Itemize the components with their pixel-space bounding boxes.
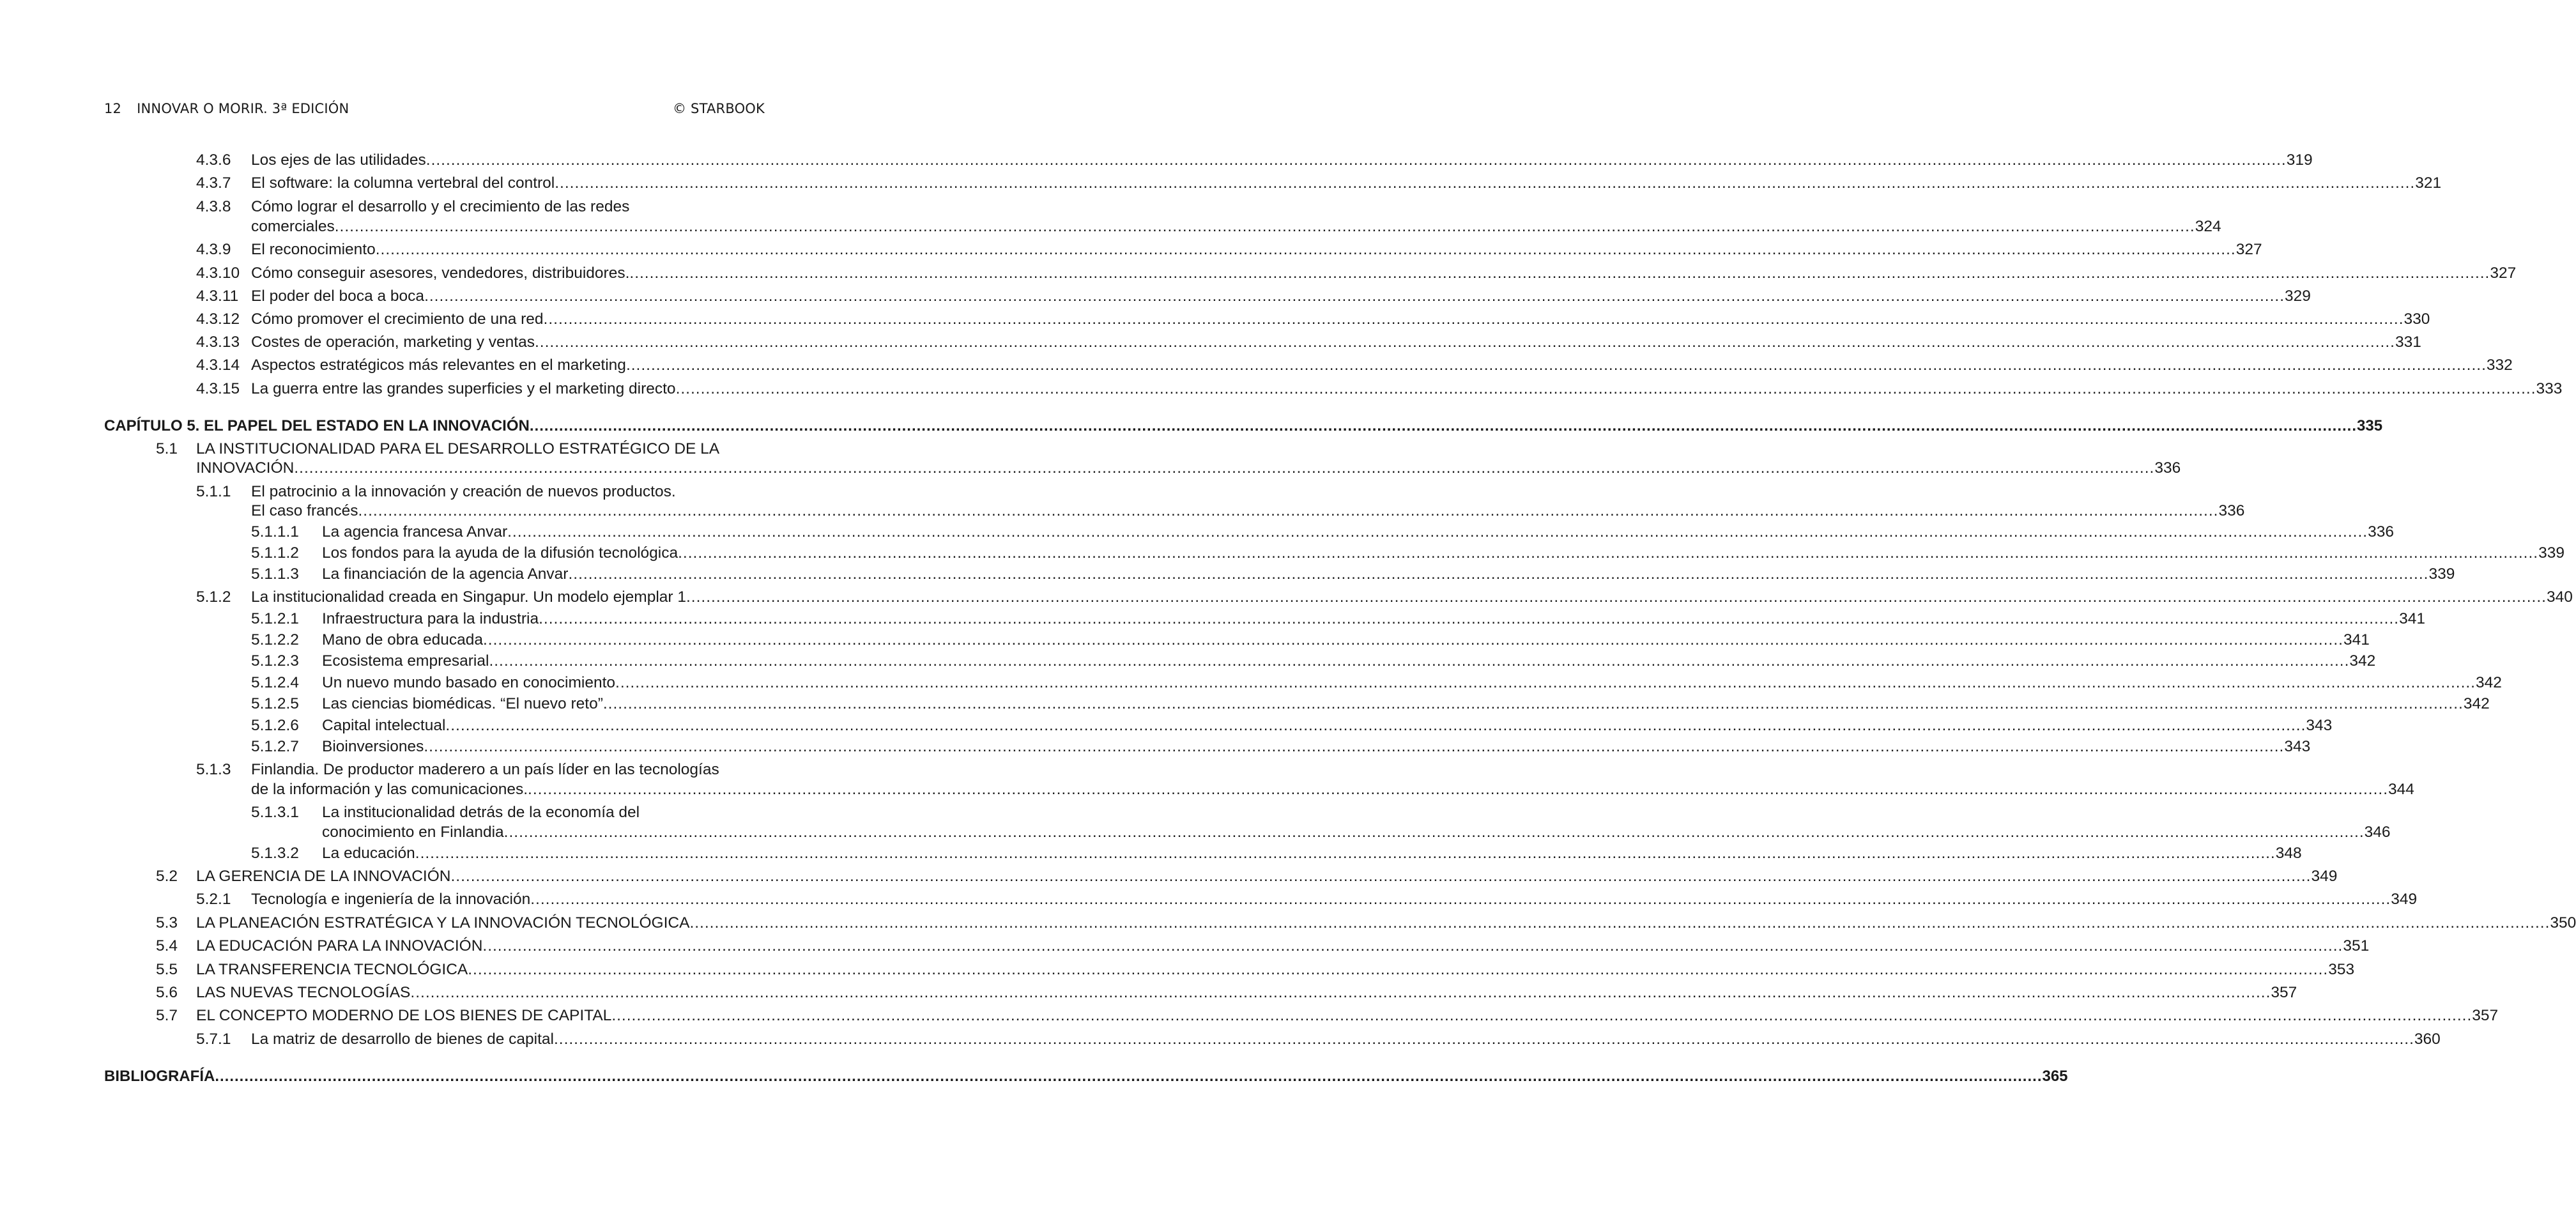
toc-title-line1: Cómo lograr el desarrollo y el crecimiento de las redes — [251, 198, 630, 215]
toc-page: 336 — [2218, 502, 2245, 519]
toc-title: Ecosistema empresarial — [322, 652, 489, 670]
toc-entry[interactable] — [196, 937, 2370, 956]
toc-entry[interactable] — [196, 459, 2181, 478]
toc-page: 357 — [2472, 1007, 2499, 1024]
toc-title-line1: LA INSTITUCIONALIDAD PARA EL DESARROLLO ESTRATÉGICO DE LA — [196, 440, 720, 457]
toc-entry[interactable] — [251, 264, 2517, 283]
toc-title: La institucionalidad creada en Singapur. Un modelo ejemplar 1 — [251, 588, 686, 606]
toc-entry[interactable] — [322, 631, 2370, 650]
publisher-label: © STARBOOK — [672, 101, 765, 116]
toc-number: 4.3.7 — [196, 174, 231, 192]
toc-title: BIBLIOGRAFÍA — [104, 1068, 215, 1085]
toc-entry[interactable] — [251, 333, 2421, 352]
toc-title: El software: la columna vertebral del control — [251, 174, 555, 192]
toc-title: LAS NUEVAS TECNOLOGÍAS — [196, 984, 411, 1001]
toc-entry[interactable] — [196, 867, 2338, 886]
toc-page: 342 — [2475, 674, 2502, 691]
toc-title: La educación — [322, 845, 415, 862]
toc-page: 341 — [2399, 610, 2425, 627]
toc-title: comerciales — [251, 218, 335, 235]
toc-page: 342 — [2463, 695, 2490, 712]
toc-entry[interactable] — [322, 823, 2391, 842]
toc-number: 4.3.6 — [196, 151, 231, 169]
toc-entry[interactable] — [322, 694, 2490, 714]
toc-entry[interactable] — [251, 240, 2262, 259]
toc-title: LA TRANSFERENCIA TECNOLÓGICA — [196, 961, 468, 978]
toc-title: La guerra entre las grandes superficies y el marketing directo — [251, 380, 676, 397]
toc-page: 343 — [2284, 738, 2311, 755]
toc-page: 360 — [2414, 1031, 2441, 1048]
toc-page: 348 — [2275, 845, 2302, 862]
toc-page: 321 — [2415, 174, 2442, 192]
toc-number: 4.3.15 — [196, 380, 240, 397]
toc-page: 357 — [2271, 984, 2297, 1001]
toc-title-line1: La institucionalidad detrás de la economía del — [322, 804, 640, 821]
book-title: INNOVAR O MORIR. 3ª EDICIÓN — [137, 101, 349, 116]
toc-page: 335 — [2357, 417, 2383, 434]
toc-title: La matriz de desarrollo de bienes de capital — [251, 1031, 554, 1048]
toc-entry[interactable] — [322, 673, 2502, 693]
toc-title: EL CONCEPTO MODERNO DE LOS BIENES DE CAPITAL — [196, 1007, 612, 1024]
toc-entry[interactable] — [251, 780, 2414, 799]
toc-chapter-entry[interactable] — [104, 417, 2383, 436]
toc-page: 341 — [2343, 631, 2370, 648]
toc-entry[interactable] — [251, 380, 2563, 399]
toc-page: 344 — [2388, 781, 2414, 798]
toc-number: 5.1.2.2 — [251, 631, 299, 648]
toc-number: 5.7.1 — [196, 1031, 231, 1048]
toc-page: 353 — [2328, 961, 2355, 978]
toc-number: 5.1.3.2 — [251, 845, 299, 862]
toc-title: Cómo conseguir asesores, vendedores, distribuidores. — [251, 265, 630, 282]
toc-entry[interactable] — [251, 287, 2311, 306]
toc-title: Los fondos para la ayuda de la difusión tecnológica — [322, 544, 678, 562]
toc-number: 5.1.2.4 — [251, 674, 299, 691]
toc-title: Un nuevo mundo basado en conocimiento — [322, 674, 616, 691]
toc-entry[interactable] — [196, 1006, 2499, 1025]
toc-page: 343 — [2306, 717, 2333, 734]
toc-entry[interactable] — [322, 544, 2564, 563]
toc-entry[interactable] — [251, 151, 2313, 170]
toc-title: El poder del boca a boca — [251, 288, 425, 305]
toc-title: Infraestructura para la industria — [322, 610, 539, 627]
toc-page: 350 — [2550, 914, 2576, 932]
toc-title: El caso francés — [251, 502, 358, 519]
toc-number: 5.1.2 — [196, 588, 231, 606]
toc-entry[interactable] — [322, 737, 2311, 756]
toc-page: 327 — [2490, 265, 2517, 282]
toc-entry[interactable] — [251, 502, 2245, 521]
toc-number: 5.2 — [156, 868, 178, 885]
toc-page: 365 — [2042, 1068, 2068, 1085]
toc-number: 5.1.2.3 — [251, 652, 299, 670]
toc-entry[interactable] — [251, 1030, 2441, 1049]
toc-title: Los ejes de las utilidades — [251, 151, 426, 169]
toc-page: 346 — [2364, 824, 2391, 841]
toc-entry[interactable] — [251, 310, 2430, 329]
toc-title: Aspectos estratégicos más relevantes en el marketing — [251, 357, 626, 374]
toc-page: 331 — [2395, 334, 2421, 351]
page-number: 12 — [104, 101, 122, 116]
toc-entry[interactable] — [322, 523, 2394, 542]
toc-page: 339 — [2538, 544, 2564, 562]
toc-title-line1: Finlandia. De productor maderero a un país líder en las tecnologías — [251, 761, 719, 778]
toc-title: La financiación de la agencia Anvar — [322, 565, 569, 583]
toc-page: 342 — [2349, 652, 2376, 670]
toc-entry[interactable] — [251, 890, 2418, 909]
toc-title: Las ciencias biomédicas. “El nuevo reto” — [322, 695, 603, 712]
toc-chapter-entry[interactable] — [104, 1067, 2068, 1086]
toc-entry[interactable] — [251, 356, 2513, 375]
toc-entry[interactable] — [322, 565, 2455, 584]
toc-title: conocimiento en Finlandia — [322, 824, 504, 841]
toc-entry[interactable] — [196, 960, 2355, 979]
toc-number: 5.3 — [156, 914, 178, 932]
toc-number: 5.1.1.2 — [251, 544, 299, 562]
toc-number: 4.3.13 — [196, 334, 240, 351]
toc-page: 319 — [2286, 151, 2313, 169]
toc-entry[interactable] — [322, 652, 2376, 671]
toc-number: 4.3.9 — [196, 241, 231, 258]
toc-number: 5.7 — [156, 1007, 178, 1024]
toc-number: 5.1.2.5 — [251, 695, 299, 712]
toc-title: LA EDUCACIÓN PARA LA INNOVACIÓN — [196, 937, 483, 955]
toc-entry[interactable] — [196, 914, 2576, 933]
toc-page: 324 — [2195, 218, 2221, 235]
toc-title: La agencia francesa Anvar — [322, 523, 508, 541]
toc-title: Tecnología e ingeniería de la innovación — [251, 891, 531, 908]
toc-number: 5.4 — [156, 937, 178, 955]
toc-number: 5.1.2.6 — [251, 717, 299, 734]
toc-page: 327 — [2235, 241, 2262, 258]
toc-number: 5.1.2.1 — [251, 610, 299, 627]
toc-page: 349 — [2391, 891, 2418, 908]
toc-number: 5.1.2.7 — [251, 738, 299, 755]
toc-number: 5.6 — [156, 984, 178, 1001]
toc-number: 5.1.3 — [196, 761, 231, 778]
toc-title: de la información y las comunicaciones. — [251, 781, 528, 798]
toc-page: 351 — [2343, 937, 2370, 955]
toc-page: 333 — [2536, 380, 2563, 397]
toc-entry[interactable] — [322, 716, 2333, 735]
toc-entry[interactable] — [251, 217, 2221, 236]
toc-entry[interactable] — [322, 610, 2425, 629]
toc-number: 5.1.1.3 — [251, 565, 299, 583]
toc-number: 5.1.1.1 — [251, 523, 299, 541]
running-header-left — [104, 101, 349, 116]
toc-title: CAPÍTULO 5. EL PAPEL DEL ESTADO EN LA INNOVACIÓN — [104, 417, 530, 434]
toc-number: 4.3.14 — [196, 357, 240, 374]
toc-title: Costes de operación, marketing y ventas — [251, 334, 535, 351]
toc-title: El reconocimiento — [251, 241, 376, 258]
toc-entry[interactable] — [251, 588, 2573, 607]
toc-page: 329 — [2285, 288, 2311, 305]
toc-page: 336 — [2368, 523, 2394, 541]
toc-title: LA GERENCIA DE LA INNOVACIÓN — [196, 868, 451, 885]
toc-title: Cómo promover el crecimiento de una red — [251, 311, 544, 328]
toc-page: 349 — [2311, 868, 2338, 885]
toc-title-line1: El patrocinio a la innovación y creación de nuevos productos. — [251, 483, 676, 500]
toc-title: Bioinversiones — [322, 738, 424, 755]
toc-entry[interactable] — [322, 844, 2302, 863]
toc-page: 339 — [2428, 565, 2455, 583]
toc-number: 4.3.10 — [196, 265, 240, 282]
toc-title: INNOVACIÓN — [196, 459, 295, 477]
toc-page: 330 — [2404, 311, 2430, 328]
toc-entry[interactable] — [196, 983, 2297, 1002]
toc-number: 4.3.11 — [196, 288, 239, 305]
toc-entry[interactable] — [251, 174, 2442, 193]
toc-number: 5.5 — [156, 961, 178, 978]
toc-page: 332 — [2486, 357, 2513, 374]
toc-number: 4.3.8 — [196, 198, 231, 215]
toc-number: 5.1 — [156, 440, 178, 457]
toc-number: 5.1.1 — [196, 483, 231, 500]
toc-number: 4.3.12 — [196, 311, 240, 328]
toc-number: 5.1.3.1 — [251, 804, 299, 821]
toc-page: 340 — [2546, 588, 2573, 606]
toc-title: LA PLANEACIÓN ESTRATÉGICA Y LA INNOVACIÓN TECNOLÓGICA — [196, 914, 690, 932]
toc-number: 5.2.1 — [196, 891, 231, 908]
toc-title: Mano de obra educada — [322, 631, 483, 648]
toc-page: 336 — [2154, 459, 2181, 477]
toc-title: Capital intelectual — [322, 717, 446, 734]
